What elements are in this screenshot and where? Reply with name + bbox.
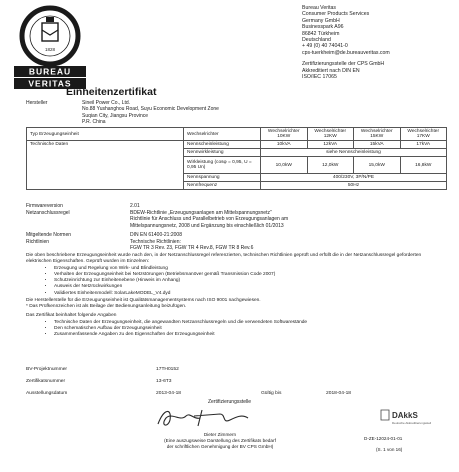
valid-until-label: Gültig bis — [261, 391, 282, 396]
list-item: • Zusammenfassende Angaben zu den Eigenschaften der Erzeugungseinheit — [54, 332, 446, 338]
firmware-value: 2.01 — [130, 203, 140, 209]
guidelines-value — [130, 239, 253, 252]
logo-year: 1828 — [44, 47, 56, 52]
model-cell: Wechselrichter 17KW — [400, 128, 447, 141]
issue-date-label: Ausstellungsdatum — [26, 391, 68, 396]
annex-label: Das Zertifikat beinhaltet folgende Angaben — [26, 312, 117, 318]
stamp-brand: DAkkS — [392, 411, 418, 420]
logo-word-bureau: BUREAU — [28, 66, 72, 77]
tested-items-list — [26, 266, 446, 296]
address-line: Deutschland — [302, 37, 331, 44]
applicant-block — [82, 100, 219, 126]
project-value: 17TH0152 — [156, 367, 179, 372]
row-label: Nennspannung — [184, 174, 261, 182]
address-line: 86842 Türkheim — [302, 30, 340, 37]
address-line: Businesspark A96 — [302, 24, 344, 31]
signature-role: Zertifizierungsstelle — [207, 399, 252, 405]
list-item: • Validiertes Einheitenmodell: SolarLakeMODEL_V4.dyd — [54, 291, 446, 297]
handwritten-signature — [150, 402, 290, 432]
standards-label: Mitgeltende Normen — [26, 232, 72, 238]
address-line: Consumer Products Services — [302, 11, 370, 18]
model-cell: Wechselrichter 10KW — [261, 128, 308, 141]
standards-value: DIN EN 61400-21:2008 — [130, 232, 182, 238]
data-cell: 12,0kW — [307, 157, 354, 174]
row-label: Nennwirkleistung — [184, 149, 261, 157]
accreditation-line: Zertifizierungsstelle der CPS GmbH — [302, 61, 385, 68]
applicant-line: Suqian City, Jiangsu Province — [82, 112, 149, 119]
guidelines-line: FGW TR 3 Rev. 23, FGW TR 4 Rev.8, FGW TR 8 Rev.6 — [130, 245, 254, 252]
address-line: + 49 (0) 40 74041-0 — [302, 43, 348, 50]
row-label: Nennscheinleistung — [184, 141, 261, 149]
data-cell: 17kVA — [400, 141, 447, 149]
applicant-line: Sineil Power Co., Ltd. — [82, 100, 131, 106]
row-label: Wirkleistung (cosφ = 0,95, U = 0,95 Un) — [184, 157, 261, 174]
intro-text: Die oben beschriebene Erzeugungseinheit wurde nach den, in der Netzanschlussregel referenzierten, technischen Richtlinien geprüft und erfüllt die in der Netzanschlussregel geforderten elektrischen Eigenschaften. Geprüft wurden im Einzelnen: — [26, 253, 422, 265]
list-item: • Ausweis der Netzrückwirkungen — [54, 284, 446, 290]
table-row — [27, 128, 447, 141]
list-item: • Technische Daten der Erzeugungseinheit, die angewandten Netzanschlussregeln und die verwendeten Softwarestände — [54, 320, 446, 326]
grid-code-value — [130, 210, 288, 229]
bureau-veritas-logo — [8, 4, 92, 92]
firmware-label: Firmwareversion — [26, 203, 63, 209]
data-cell: 10kVA — [261, 141, 308, 149]
guidelines-label: Richtlinien — [26, 239, 50, 245]
address-line: Bureau Veritas — [302, 5, 337, 11]
applicant-line: P.R. China — [82, 119, 106, 126]
model-cell: Wechselrichter 12KW — [307, 128, 354, 141]
reference-block — [364, 436, 402, 453]
data-cell: 15kVA — [354, 141, 401, 149]
accreditation-line: ISO/IEC 17065 — [302, 74, 337, 81]
accreditation-number: D-ZE-12024-01-01 — [364, 436, 403, 441]
list-item: • Den schematischen Aufbau der Erzeugungseinheit — [54, 326, 446, 332]
certificate-title: Einheitenzertifikat — [66, 86, 157, 98]
merged-cell: siehe Nennscheinleistung — [261, 149, 447, 157]
signature-note: (Eine auszugsweise Darstellung des Zertifikats bedarf — [164, 438, 276, 443]
list-item: • Verhalten der Erzeugungseinheit bei Netzstörungen (Betriebsmanöver gemäß Transmission Code 2007) — [54, 272, 446, 278]
grid-code-line: Richtlinie für Anschluss und Parallelbetrieb von Erzeugungsanlagen am — [130, 216, 289, 223]
list-item: • Schutzeinrichtung zur Einheitenebene (Hinweis im Anhang) — [54, 278, 446, 284]
quality-note: Die Herstellerstelle für die Erzeugungseinheit ist Qualitätsmanagementsystems nach ISO 9001 nachgewiesen. — [26, 297, 261, 303]
address-line: Germany GmbH — [302, 17, 340, 24]
dakks-logo — [377, 406, 431, 430]
address-line: cps-tuerkheim@de.bureauveritas.com — [302, 49, 390, 56]
logo-word-veritas: VERITAS — [28, 78, 72, 89]
data-cell: 10,0kW — [261, 157, 308, 174]
valid-until-value: 2018-04-18 — [326, 391, 352, 396]
accreditation-line: Akkreditiert nach DIN EN — [302, 67, 360, 74]
merged-cell: 400/230V, 3P/N/PE — [261, 174, 447, 182]
spec-table — [26, 127, 447, 190]
signature-note: der schriftlichen Genehmigung der BV CPS GmbH) — [166, 444, 274, 449]
grid-code-line: Mittelspannungsnetz, 2008 und Ergänzung bis einschließlich 01/2013 — [130, 222, 284, 229]
type-label: Typ Erzeugungseinheit — [27, 128, 184, 141]
row-label: Nennfrequenz — [184, 182, 261, 190]
cert-number-label: Zertifikatsnummer — [26, 379, 66, 384]
accreditation-stamp — [377, 406, 431, 430]
annex-items-list — [26, 320, 446, 338]
cert-number-value: 13-6T3 — [156, 379, 172, 384]
table-row — [27, 141, 447, 149]
signatory-name: Dieter Zimmern — [203, 432, 237, 437]
certificate-body — [26, 253, 446, 339]
issue-date-value: 2013-04-18 — [156, 391, 182, 396]
guidelines-line: Technische Richtlinien: — [130, 239, 181, 245]
model-cell: Wechselrichter 15KW — [354, 128, 401, 141]
stamp-caption: Deutsche Akkreditierungsstelle — [392, 421, 431, 425]
project-label: BV-Projektnummer — [26, 367, 68, 372]
data-cell: 15,0kW — [354, 157, 401, 174]
data-cell: 12kVA — [307, 141, 354, 149]
grid-code-line: BDEW-Richtlinie „Erzeugungsanlagen am Mittelspannungsnetz“ — [130, 210, 272, 216]
report-note: * Das Prüfkennzeichen ist als Beilage der Bedienungsanleitung beizufügen. — [26, 303, 187, 309]
applicant-label: Hersteller — [26, 100, 48, 106]
issuer-address — [302, 5, 452, 80]
type-value: Wechselrichter — [184, 128, 261, 141]
page-number: (S. 1 von 16) — [376, 446, 403, 452]
merged-cell: 50Hz — [261, 182, 447, 190]
applicant-line: No.88 Yushanghou Road, Suyu Economic Development Zone — [82, 106, 219, 113]
signature-block — [100, 432, 340, 450]
grid-code-label: Netzanschlussregel — [26, 210, 70, 216]
tech-label: Technische Daten — [27, 141, 184, 190]
list-item: • Erzeugung und Regelung von Wirk- und Blindleistung — [54, 266, 446, 272]
data-cell: 16,8kW — [400, 157, 447, 174]
